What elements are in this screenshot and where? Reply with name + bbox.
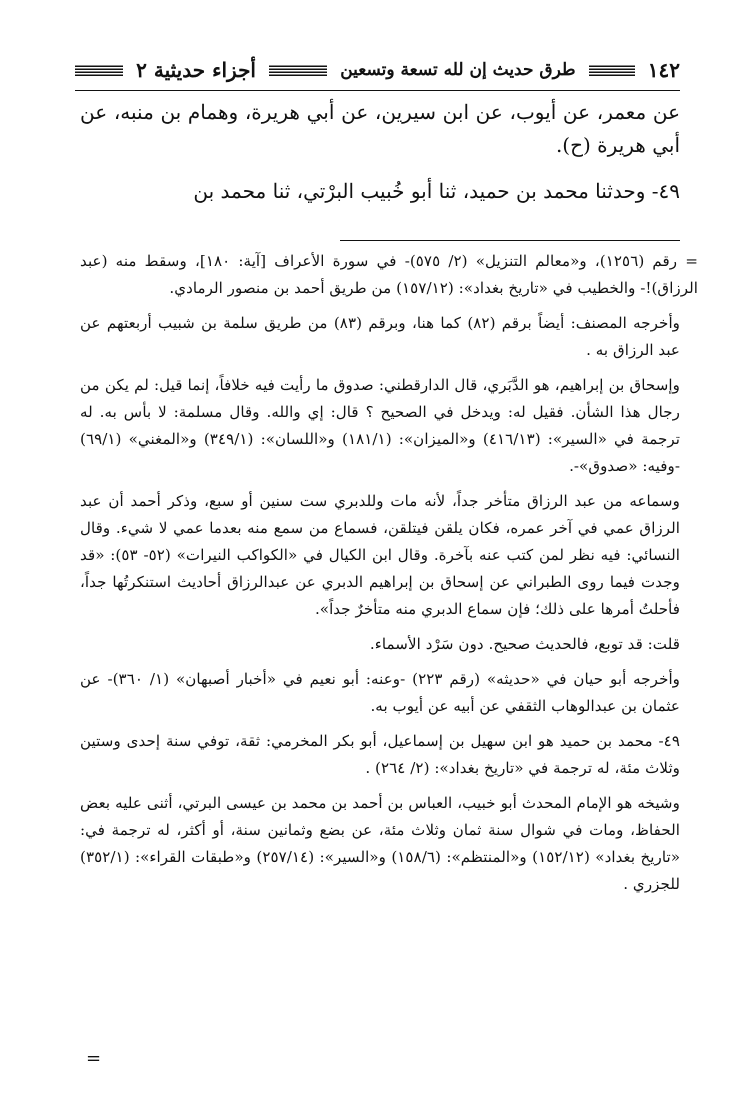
main-paragraph: ٤٩- وحدثنا محمد بن حميد، ثنا أبو خُبيب البرْتي، ثنا محمد بن [193,179,680,203]
footnote-divider [340,240,680,241]
main-text [80,96,680,208]
hatch-ornament [589,65,635,76]
footnotes [80,248,698,906]
page-number: ١٤٢ [647,58,680,82]
footnote-paragraph: وأخرجه أبو حيان في «حديثه» (رقم ٢٢٣) -وعنه: أبو نعيم في «أخبار أصبهان» (١/ ٣٦٠)- عن عثمان بن عبدالوهاب الثقفي عن أبيه عن أيوب به. [80,670,681,715]
footnote-paragraph: ٤٩- محمد بن حميد هو ابن سهيل بن إسماعيل، أبو بكر المخرمي: ثقة، توفي سنة إحدى وستين وثلاث مئة، له ترجمة في «تاريخ بغداد»: (٢/ ٢٦٤) . [80,732,680,777]
hatch-ornament [269,65,327,76]
footnote-paragraph: وأخرجه المصنف: أيضاً برقم (٨٢) كما هنا، وبرقم (٨٣) من طريق سلمة بن شبيب أربعتهم عن عبد الرزاق به . [80,314,681,359]
hatch-ornament [75,65,123,76]
footnote-paragraph: وشيخه هو الإمام المحدث أبو خبيب، العباس بن أحمد بن محمد بن عيسى البرتي، أثنى عليه بعض الحفاظ، ومات في شوال سنة ثمان وثلاث مئة، عن بضع وثمانين سنة، أو أكثر، له ترجمة في: «تاريخ بغداد» (١٥٢/١٢) و«المنتظم»: (١٥٨/٦) و«السير»: (٢٥٧/١٤) و«طبقات القراء»: (٣٥٢/١) للجزري . [80,794,680,893]
series-title: أجزاء حديثية ٢ [136,58,256,82]
page-header [75,50,680,91]
footnote-paragraph: = رقم (١٢٥٦)، و«معالم التنزيل» (٢/ ٥٧٥)- في سورة الأعراف [آية: ١٨٠]، وسقط منه (عبد الرزاق)!- والخطيب في «تاريخ بغداد»: (١٥٧/١٢) من طريق أحمد بن منصور الرمادي. [80,252,698,297]
main-paragraph: عن معمر، عن أيوب، عن ابن سيرين، عن أبي هريرة، وهمام بن منبه، عن أبي هريرة (ح). [80,100,680,157]
footnote-paragraph: قلت: قد توبع، فالحديث صحيح. دون سَرْد الأسماء. [369,635,680,653]
footnote-paragraph: وسماعه من عبد الرزاق متأخر جداً، لأنه مات وللدبري ست سنين أو سبع، وذكر أحمد أن عبد الرزاق عمي في آخر عمره، فكان يلقن فيتلقن، فسماع من سمع منه بعدما عمي لا شيء. وقال النسائي: فيه نظر لمن كتب عنه بآخرة. وقال ابن الكيال في «الكواكب النيرات» (٥٢- ٥٣): «قد وجدت فيما روى الطبراني عن إسحاق بن إبراهيم الدبري عن عبدالرزاق أحاديث استنكرتُها جداً، فأحلتُ أمرها على ذلك؛ فإن سماع الدبري منه متأخرٌ جداً». [80,492,680,618]
continuation-mark: = [86,1048,102,1069]
footnote-paragraph: وإسحاق بن إبراهيم، هو الدَّبَري، قال الدارقطني: صدوق ما رأيت فيه خلافاً، إنما قيل: لم يكن من رجال هذا الشأن. فقيل له: ويدخل في الصحيح ؟ قال: إي والله. وقال مسلمة: لا بأس به. له ترجمة في «السير»: (٤١٦/١٣) و«الميزان»: (١٨١/١) و«اللسان»: (٣٤٩/١) و«المغني» (٦٩/١) -وفيه: «صدوق»-. [80,376,680,475]
book-title: طرق حديث إن لله تسعة وتسعين [340,60,576,80]
